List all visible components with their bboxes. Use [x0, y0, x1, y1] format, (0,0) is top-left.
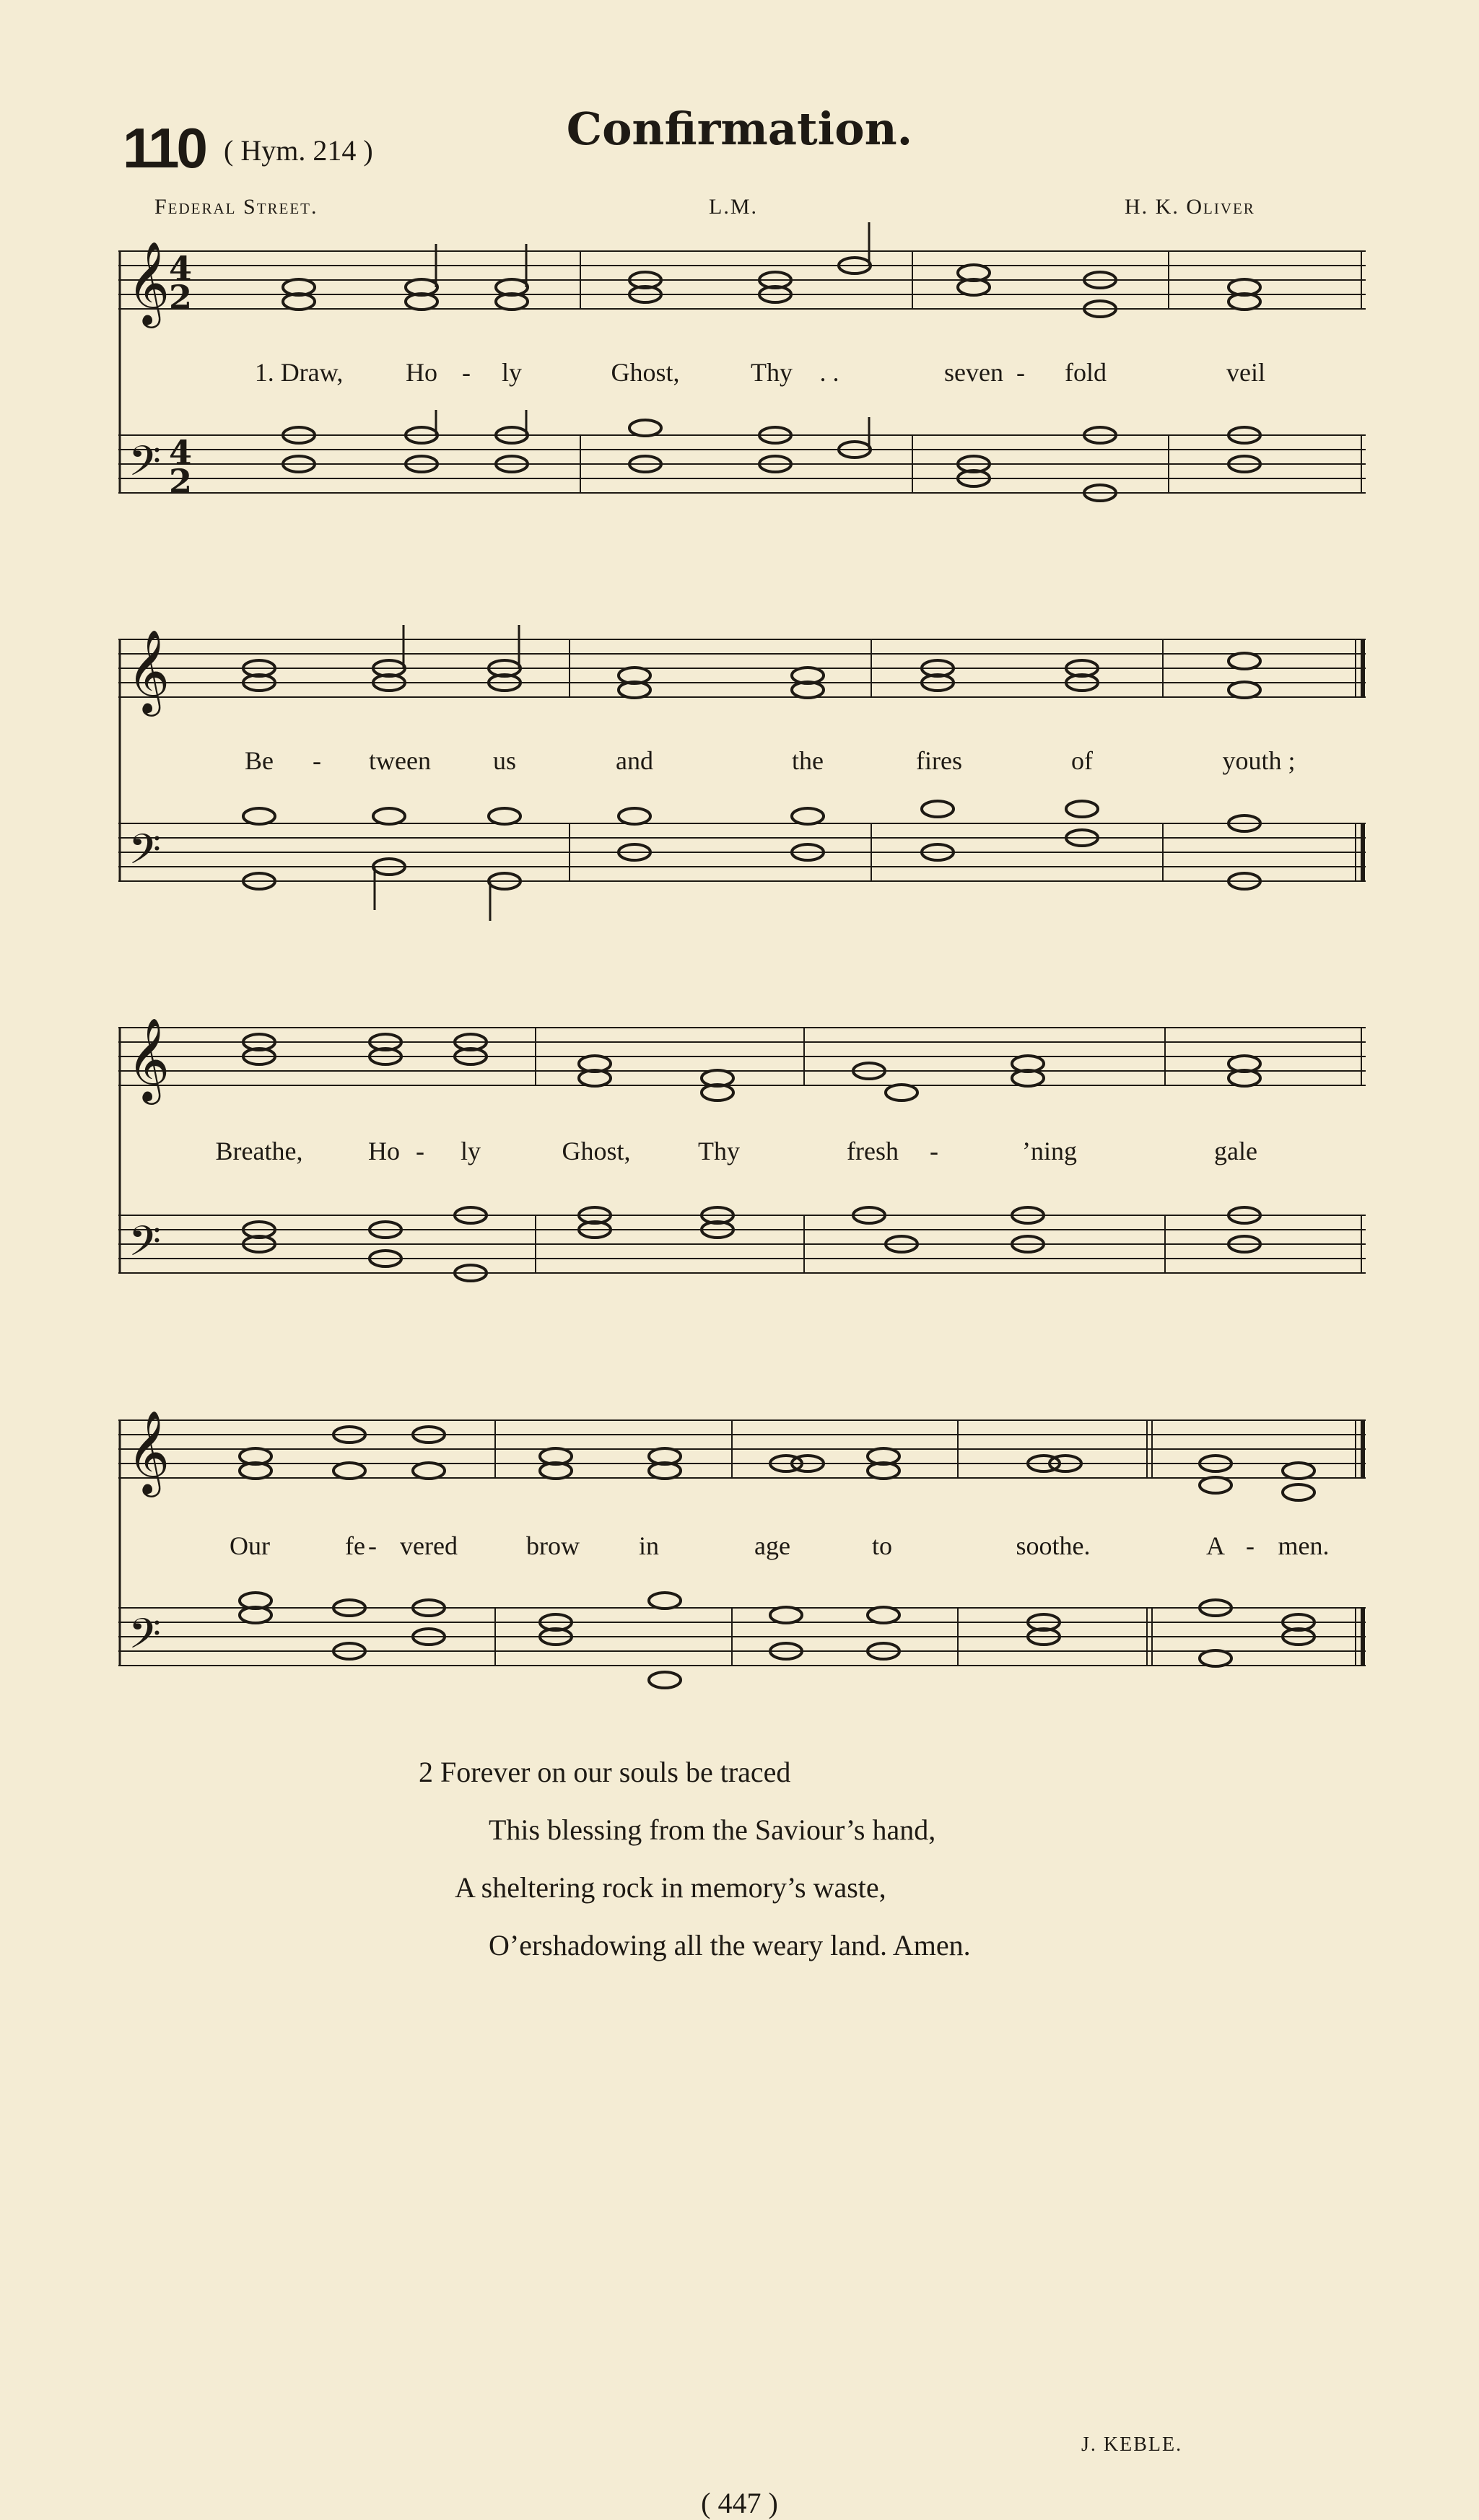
verse-line-2: This blessing from the Saviour’s hand, — [489, 1814, 936, 1846]
music-system-4 — [118, 1409, 1366, 1694]
staff-svg-2 — [118, 629, 1366, 910]
lyric-s2-4: and — [616, 746, 653, 775]
lyric-s4-7: to — [871, 1531, 893, 1560]
lyric-s3-8: ’ning — [1022, 1137, 1077, 1165]
music-system-1 — [118, 240, 1366, 522]
svg-text:𝄢: 𝄢 — [128, 1217, 162, 1276]
lyric-s1-10: veil — [1226, 358, 1265, 387]
lyric-s3-3: ly — [460, 1137, 481, 1165]
lyric-s2-5: the — [792, 746, 824, 775]
lyric-s2-1: - — [313, 746, 321, 775]
svg-text:𝄞: 𝄞 — [127, 1409, 170, 1494]
lyric-s2-7: of — [1071, 746, 1093, 775]
page-number: ( 447 ) — [701, 2487, 778, 2519]
lyric-s4-9: A — [1206, 1531, 1225, 1560]
svg-text:4: 4 — [169, 433, 193, 472]
lyric-s4-0: Our — [230, 1531, 270, 1560]
svg-text:𝄢: 𝄢 — [128, 825, 162, 884]
tune-name: Federal Street. — [154, 195, 318, 219]
hymn-number: 110 — [123, 116, 205, 180]
lyric-s4-11: men. — [1278, 1531, 1330, 1560]
svg-text:𝄢: 𝄢 — [128, 437, 162, 496]
lyric-s4-3: vered — [400, 1531, 458, 1560]
svg-text:𝄞: 𝄞 — [127, 629, 170, 713]
svg-text:2: 2 — [169, 462, 193, 501]
meter: L.M. — [709, 195, 758, 219]
lyric-s2-0: Be — [245, 746, 274, 775]
lyric-s3-7: - — [930, 1137, 938, 1165]
composer: H. K. Oliver — [1125, 195, 1255, 219]
lyric-s1-1: Ho — [406, 358, 437, 387]
staff-svg-3 — [118, 1017, 1366, 1302]
staff-svg-4 — [118, 1409, 1366, 1694]
lyric-s4-4: brow — [526, 1531, 580, 1560]
verse-line-1 — [419, 1744, 971, 1801]
lyric-s1-9: fold — [1065, 358, 1107, 387]
lyric-s1-4: Ghost, — [611, 358, 680, 387]
time-sig-bottom: 2 — [169, 278, 193, 317]
lyric-s2-6: fires — [916, 746, 962, 775]
lyric-s1-2: - — [462, 358, 471, 387]
lyric-s3-5: Thy — [698, 1137, 740, 1165]
hymn-reference: ( Hym. 214 ) — [224, 134, 373, 167]
lyric-s3-6: fresh — [847, 1137, 899, 1165]
lyric-s4-2: - — [368, 1531, 377, 1560]
page-title: Confirmation. — [566, 102, 913, 155]
verse-line-text: Forever on our souls be traced — [440, 1756, 791, 1788]
lyric-s4-10: - — [1246, 1531, 1255, 1560]
svg-text:𝄞: 𝄞 — [127, 1017, 170, 1101]
verse-number: 2 — [419, 1756, 433, 1788]
verse-line-4: O’ershadowing all the weary land. Amen. — [489, 1929, 971, 1961]
music-system-3 — [118, 1017, 1366, 1302]
lyric-s3-9: gale — [1214, 1137, 1257, 1165]
lyric-s4-8: soothe. — [1016, 1531, 1091, 1560]
lyric-s3-2: - — [416, 1137, 424, 1165]
lyric-s4-5: in — [638, 1531, 660, 1560]
lyric-s3-0: Breathe, — [215, 1137, 303, 1165]
music-system-2 — [118, 629, 1366, 910]
author-credit: J. KEBLE. — [1081, 2433, 1183, 2456]
svg-text:𝄞: 𝄞 — [127, 240, 170, 325]
lyric-s2-3: us — [492, 746, 517, 775]
svg-text:𝄢: 𝄢 — [128, 1609, 162, 1668]
lyric-s1-6: . . — [819, 358, 839, 387]
lyric-s3-1: Ho — [368, 1137, 400, 1165]
time-sig-top: 4 — [169, 249, 193, 288]
lyric-s1-7: seven — [944, 358, 1003, 387]
lyric-s4-1: fe — [345, 1531, 365, 1560]
lyric-s1-3: ly — [501, 358, 523, 387]
lyric-s2-2: tween — [369, 746, 431, 775]
lyric-s1-8: - — [1016, 358, 1025, 387]
lyric-s1-5: Thy — [751, 358, 793, 387]
lyric-s2-8: youth ; — [1222, 746, 1296, 775]
lyric-s3-4: Ghost, — [562, 1137, 631, 1165]
verse-line-3: A sheltering rock in memory’s waste, — [455, 1871, 886, 1904]
staff-svg-1 — [118, 240, 1366, 522]
verse-2 — [419, 1744, 971, 1974]
lyric-s4-6: age — [754, 1531, 790, 1560]
lyric-s1-0: 1. Draw, — [254, 358, 344, 387]
